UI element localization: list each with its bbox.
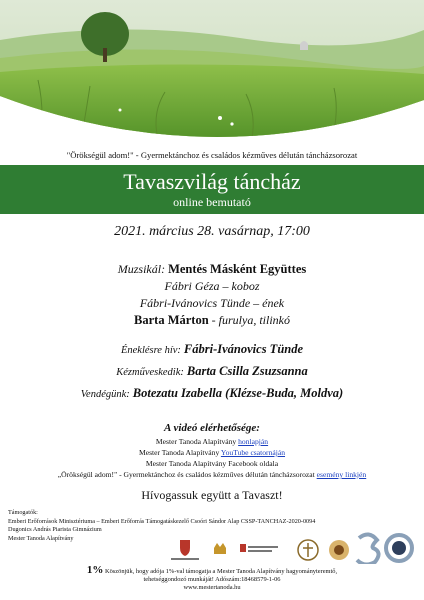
title-banner [0,165,424,214]
video-line-youtube-text: Mester Tanoda Alapítvány [138,448,221,457]
one-percent: 1% [86,564,104,576]
music-member-1: Fábri Géza – koboz [164,279,260,293]
event-link[interactable]: esemény linkjén [316,470,367,479]
school-emblem-logo [296,538,320,562]
crown-logo [212,538,228,562]
foundation-logo [326,538,352,562]
crafts-name: Barta Csilla Zsuzsanna [186,364,308,378]
footer-line-2: tehetséggondozó munkáját! Adószám:18468579-1-06 [143,576,281,583]
footer-line-1-text: Köszönjük, hogy adója 1%-val támogatja a Mester Tanoda Alapítvány hagyományteremtő, [103,568,338,575]
sponsors-label: Támogatók: [8,509,38,516]
website-link[interactable]: honlapján [238,437,269,446]
footer-line-1 [0,566,424,576]
video-line-event [0,469,424,480]
singing-name: Fábri-Ivánovics Tünde [183,342,304,356]
series-title: "Örökségül adom!" - Gyermektánchoz és családos kézműves délután táncházsorozat [66,150,358,160]
singing-line [0,342,424,357]
video-line-facebook: Mester Tanoda Alapítvány Facebook oldala [145,459,279,468]
video-heading: A videó elérhetősége: [164,422,260,434]
video-line-website-text: Mester Tanoda Alapítvány [155,437,239,446]
music-member-2: Fábri-Ivánovics Tünde – ének [139,296,285,310]
footer [0,566,424,592]
video-line-youtube [0,447,424,458]
guest-line [0,386,424,401]
music-line [0,262,424,277]
fund-logo [238,538,282,562]
music-member-3-role: - furulya, tilinkó [208,313,290,327]
hero-landscape-photo [0,0,424,146]
sponsor-line: Emberi Erőforrások Minisztériuma – Emberi Erőforrás Támogatáskezelő Csoóri Sándor Alap CSSP-TANCHAZ-2020-0094 [8,517,316,525]
crafts-label: Kézművesked​ik: [116,367,184,378]
meadow-image [0,0,424,146]
music-label: Muzsikál: [117,262,166,276]
guest-name: Botezatu Izabella (Klézse-Buda, Moldva) [132,386,344,400]
event-title: Tavaszvilág táncház [123,169,301,194]
sponsor-line: Dugonics András Piarista Gimnázium [8,526,102,534]
slogan: Hívogassuk együtt a Tavaszt! [141,488,283,502]
music-ensemble: Mentés Másként Együttes [168,262,307,276]
crafts-line [0,364,424,379]
website-url[interactable]: www.mestertanoda.hu [183,584,241,591]
music-member-3 [0,313,424,328]
anniversary-30-logo [355,530,417,564]
ministry-crest-logo [168,538,202,562]
guest-label: Vendégünk: [80,389,130,400]
event-subtitle: online bemutató [173,195,251,209]
video-line-event-text: „Örökségül adom!" - Gyermektánchoz és családos kézműves délután táncházsorozat [57,470,317,479]
singing-label: Éneklésre hív: [120,345,181,356]
youtube-link[interactable]: YouTube csatornáján [220,448,286,457]
sponsor-line: Mester Tanoda Alapítvány [8,534,74,542]
music-member-3-name: Barta Márton [134,313,209,327]
video-links [0,436,424,480]
video-line-website [0,436,424,447]
event-date: 2021. március 28. vasárnap, 17:00 [114,224,310,239]
